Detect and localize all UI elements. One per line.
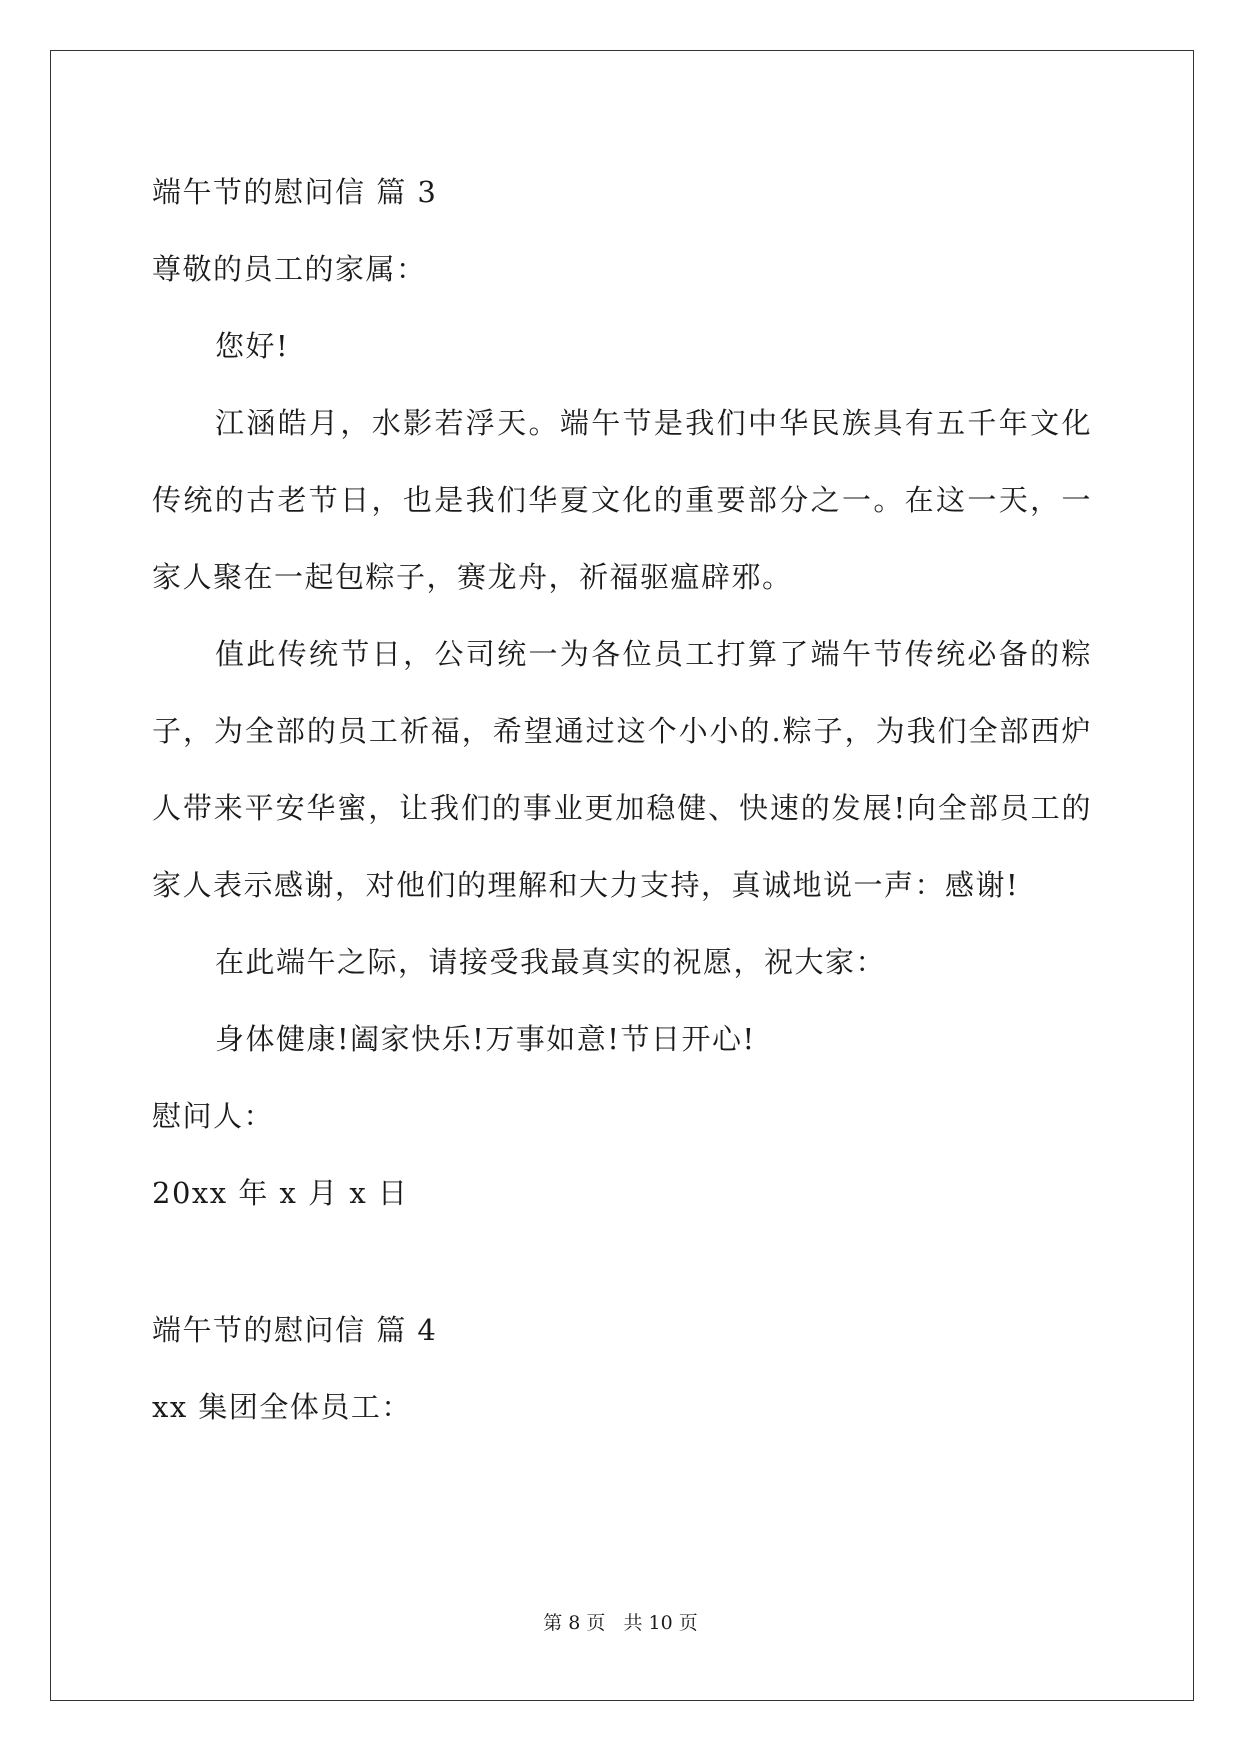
salutation-4: xx 集团全体员工： xyxy=(152,1390,412,1424)
wishes: 身体健康!阖家快乐!万事如意!节日开心! xyxy=(215,1022,756,1056)
signer-label: 慰问人： xyxy=(152,1099,275,1133)
paragraph-1-line-3: 家人聚在一起包粽子，赛龙舟，祈福驱瘟辟邪。 xyxy=(152,560,793,594)
paragraph-2-line-3: 人带来平安华蜜，让我们的事业更加稳健、快速的发展!向全部员工的 xyxy=(152,791,1092,825)
page-footer xyxy=(0,1610,1241,1636)
salutation: 尊敬的员工的家属： xyxy=(152,252,427,286)
paragraph-1-line-2: 传统的古老节日，也是我们华夏文化的重要部分之一。在这一天，一 xyxy=(152,483,1092,517)
section-title-3: 端午节的慰问信 篇 3 xyxy=(152,175,438,209)
page-number: 第 8 页 xyxy=(543,1612,606,1634)
paragraph-3: 在此端午之际，请接受我最真实的祝愿，祝大家： xyxy=(215,945,887,979)
section-title-4: 端午节的慰问信 篇 4 xyxy=(152,1313,438,1347)
greeting: 您好! xyxy=(215,329,290,363)
paragraph-2-line-1: 值此传统节日，公司统一为各位员工打算了端午节传统必备的粽 xyxy=(215,637,1092,671)
date-line: 20xx 年 x 月 x 日 xyxy=(152,1176,409,1210)
page-total: 共 10 页 xyxy=(623,1612,698,1634)
paragraph-2-line-4: 家人表示感谢，对他们的理解和大力支持，真诚地说一声：感谢! xyxy=(152,868,1020,902)
paragraph-1-line-1: 江涵皓月，水影若浮天。端午节是我们中华民族具有五千年文化 xyxy=(215,406,1092,440)
paragraph-2-line-2: 子，为全部的员工祈福，希望通过这个小小的.粽子，为我们全部西炉 xyxy=(152,714,1092,748)
